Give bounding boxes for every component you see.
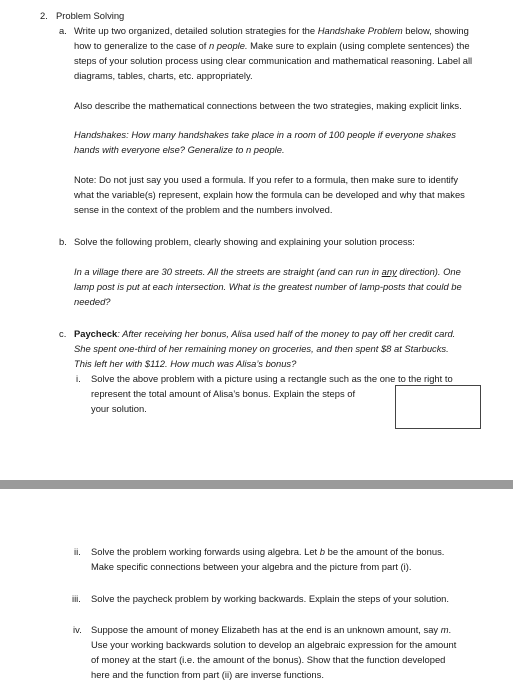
part-c-iv-line-2: Use your working backwards solution to develop an algebraic expression for the amount — [91, 639, 457, 650]
handshake-question-2: hands with everyone else? Generalize to n people. — [74, 144, 285, 155]
lamp-question-3: needed? — [74, 296, 111, 307]
paycheck-line-1: Paycheck: After receiving her bonus, Alisa used half of the money to pay off her credit card. — [74, 328, 456, 339]
part-b-line-1: Solve the following problem, clearly showing and explaining your solution process: — [74, 236, 415, 247]
part-c-label: c. — [59, 328, 67, 339]
part-a-line-1: Write up two organized, detailed solution strategies for the Handshake Problem below, showing — [74, 25, 469, 36]
part-c-iii-line-1: Solve the paycheck problem by working backwards. Explain the steps of your solution. — [91, 593, 449, 604]
part-a-line-4: diagrams, tables, charts, etc. appropriately. — [74, 70, 253, 81]
lamp-question-2: lamp post is put at each intersection. What is the greatest number of lamp-posts that could be — [74, 281, 462, 292]
part-c-iv-line-3: of money at the start (i.e. the amount of the bonus). Show that the function developed — [91, 654, 446, 665]
note-line-2: what the variable(s) represent, explain how the formula can be developed and why that makes — [74, 189, 465, 200]
part-c-ii-label: ii. — [74, 546, 81, 557]
bonus-rectangle — [395, 385, 481, 429]
note-line-3: sense in the context of the problem and the numbers involved. — [74, 204, 333, 215]
part-a-label: a. — [59, 25, 67, 36]
note-line-1: Note: Do not just say you used a formula. If you refer to a formula, then make sure to identify — [74, 174, 459, 185]
handshake-question-1: Handshakes: How many handshakes take place in a room of 100 people if everyone shakes — [74, 129, 456, 140]
part-c-ii-line-2: Make specific connections between your algebra and the picture from part (i). — [91, 561, 412, 572]
part-c-iv-label: iv. — [73, 624, 82, 635]
part-a-line-3: steps of your solution process using clear communication and mathematical reasoning. Label all — [74, 55, 473, 66]
lamp-question-1: In a village there are 30 streets. All the streets are straight (and can run in any direction). One — [74, 266, 461, 277]
problem-title: Problem Solving — [56, 10, 125, 21]
paycheck-line-2: She spent one-third of her remaining money on groceries, and then spent $8 at Starbucks. — [74, 343, 449, 354]
paycheck-line-3: This left her with $112. How much was Alisa’s bonus? — [74, 358, 297, 369]
part-c-i-line-2: represent the total amount of Alisa’s bonus. Explain the steps of — [91, 388, 356, 399]
part-c-iii-label: iii. — [72, 593, 81, 604]
part-a-line-2: how to generalize to the case of n people. Make sure to explain (using complete sentences) the — [74, 40, 470, 51]
part-c-i-label: i. — [76, 373, 81, 384]
part-c-i-line-3: your solution. — [91, 403, 147, 414]
part-b-label: b. — [59, 236, 67, 247]
part-c-iv-line-4: here and the function from part (ii) are inverse functions. — [91, 669, 324, 680]
problem-number: 2. — [40, 10, 48, 21]
part-c-ii-line-1: Solve the problem working forwards using algebra. Let b be the amount of the bonus. — [91, 546, 445, 557]
part-c-iv-line-1: Suppose the amount of money Elizabeth has at the end is an unknown amount, say m. — [91, 624, 452, 635]
part-a-connections: Also describe the mathematical connections between the two strategies, making explicit links. — [74, 100, 462, 111]
part-c-i-line-1: Solve the above problem with a picture using a rectangle such as the one to the right to — [91, 373, 453, 384]
page-break — [0, 480, 513, 489]
